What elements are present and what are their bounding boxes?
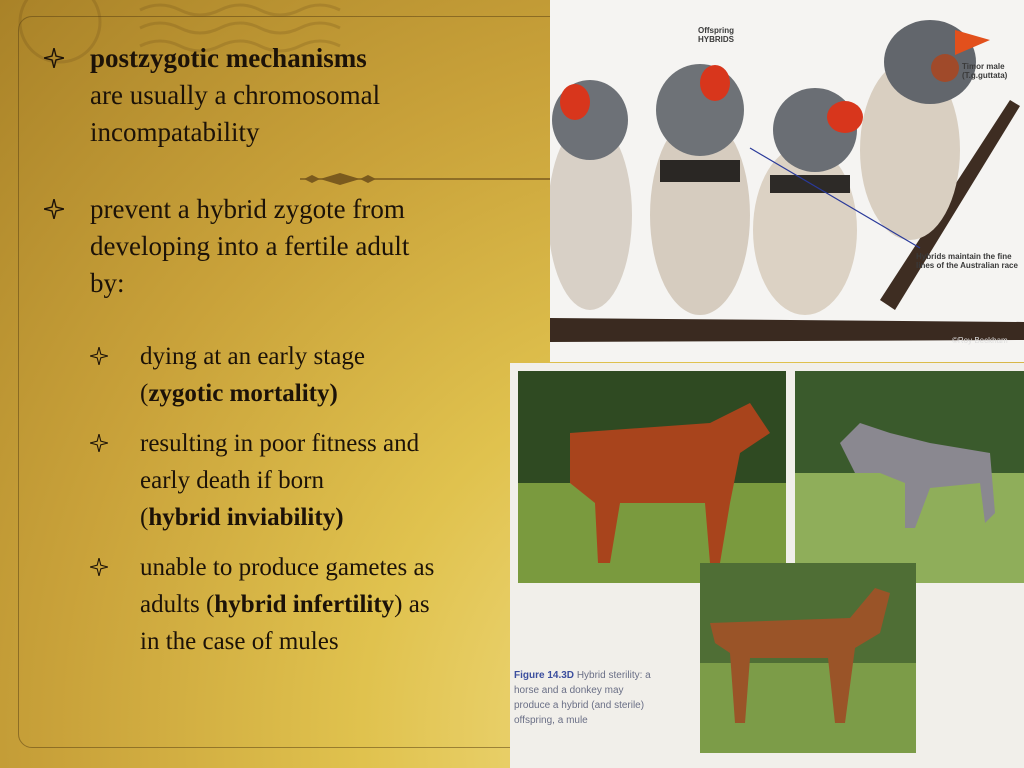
four-point-star-icon xyxy=(44,199,64,219)
four-point-star-icon xyxy=(44,48,64,68)
subbullet-hybrid-infertility xyxy=(44,549,440,660)
paren: ( xyxy=(140,380,149,407)
bullet-prevent xyxy=(44,191,514,302)
subbullet-text: dying at an early stage xyxy=(140,343,365,370)
four-point-star-icon xyxy=(90,347,108,365)
paren: ( xyxy=(140,504,149,531)
subbullet-strong-text: zygotic mortality) xyxy=(148,380,338,407)
figure-text: Hybrid sterility: a horse and a donkey may produce a hybrid (and sterile) offspring, a mule xyxy=(514,670,651,726)
subbullet-strong-text: hybrid inviability) xyxy=(148,504,344,531)
figure-label: Figure 14.3D xyxy=(514,670,575,681)
horse-donkey-mule-photo xyxy=(510,363,1024,768)
offspring-label: Offspring HYBRIDS xyxy=(698,26,735,44)
paren: ( xyxy=(205,591,215,618)
photo-credit: ©Roy Beckham xyxy=(952,336,1008,345)
bullet-text: prevent a hybrid zygote from developing into a fertile adult by: xyxy=(90,194,410,298)
hybrids-label: Hybrids maintain the fine lines of the Australian race xyxy=(916,252,1018,270)
subbullet-strong-text: hybrid infertility xyxy=(214,591,395,618)
subbullet-text: ) as in the case of mules xyxy=(140,591,430,655)
subbullet-text: unable to produce gametes as adults xyxy=(140,554,435,618)
timor-male-label: Timor male (T.g.guttata) xyxy=(962,62,1008,80)
four-point-star-icon xyxy=(90,434,108,452)
bullet-text: are usually a chromosomal incompatability xyxy=(90,80,381,147)
figure-caption xyxy=(514,668,654,728)
bullet-strong-text: postzygotic mechanisms xyxy=(90,43,367,73)
subbullet-text: resulting in poor fitness and early death if born xyxy=(140,430,420,494)
subbullet-zygotic-mortality xyxy=(44,338,450,412)
four-point-star-icon xyxy=(90,558,108,576)
finch-illustration xyxy=(550,0,1024,362)
zebra-finch-hybrids-photo xyxy=(550,0,1024,362)
bullet-postzygotic xyxy=(44,40,514,151)
bullet-list xyxy=(44,40,514,660)
subbullet-hybrid-inviability xyxy=(44,425,420,536)
